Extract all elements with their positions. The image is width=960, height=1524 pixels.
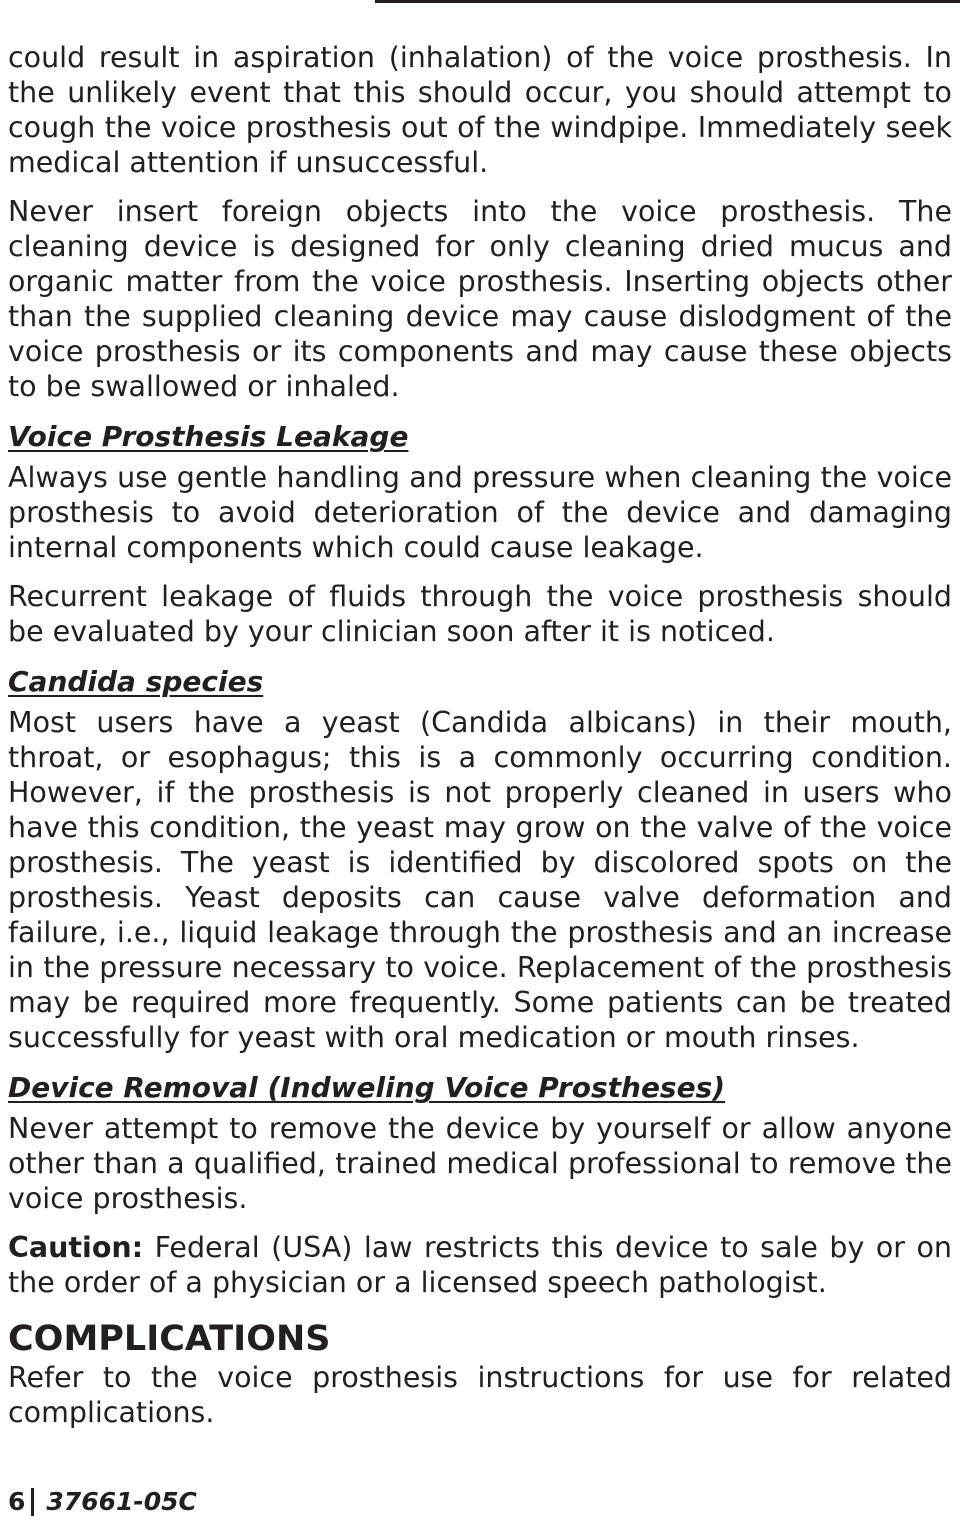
paragraph-complications: Refer to the voice prosthesis instructions for use for related complications. — [8, 1361, 952, 1429]
heading-candida-species: Candida species — [8, 665, 264, 698]
heading-voice-prosthesis-leakage: Voice Prosthesis Leakage — [8, 420, 409, 453]
section-candida — [8, 663, 952, 1055]
section-device-removal — [8, 1069, 952, 1300]
top-rule — [375, 0, 960, 3]
paragraph-leakage-handling: Always use gentle handling and pressure when cleaning the voice prosthesis to avoid deterioration of the device and damaging internal components which could cause leakage. — [8, 461, 952, 564]
caution-label: Caution: — [8, 1231, 144, 1264]
paragraph-leakage-recurrent: Recurrent leakage of fluids through the voice prosthesis should be evaluated by your clinician soon after it is noticed. — [8, 580, 952, 648]
page-number: 6 — [8, 1487, 26, 1516]
paragraph-device-removal: Never attempt to remove the device by yourself or allow anyone other than a qualified, trained medical professional to remove the voice prosthesis. — [8, 1112, 952, 1215]
footer-divider — [31, 1488, 34, 1516]
heading-complications: COMPLICATIONS — [8, 1319, 331, 1359]
paragraph-candida: Most users have a yeast (Candida albicans) in their mouth, throat, or esophagus; this is a commonly occurring condition. However, if the prosthesis is not properly cleaned in users who have this condition, the yeast may grow on the valve of the voice prosthesis. The yeast is identified by discolored spots on the prosthesis. Yeast deposits can cause valve deformation and failure, i.e., liquid leakage through the prosthesis and an increase in the pressure necessary to voice. Replacement of the prosthesis may be required more frequently. Some patients can be treated successfully for yeast with oral medication or mouth rinses. — [8, 706, 952, 1054]
page-content — [8, 40, 952, 1430]
paragraph-caution — [8, 1230, 952, 1300]
section-leakage — [8, 418, 952, 649]
paragraph-foreign-objects: Never insert foreign objects into the voice prosthesis. The cleaning device is designed for only cleaning dried mucus and organic matter from the voice prosthesis. Inserting objects other than the supplied cleaning device may cause dislodgment of the voice prosthesis or its components and may cause these objects to be swallowed or inhaled. — [8, 195, 952, 403]
section-complications — [8, 1318, 952, 1430]
caution-text: Federal (USA) law restricts this device to sale by or on the order of a physician or a licensed speech pathologist. — [8, 1231, 952, 1299]
paragraph-aspiration: could result in aspiration (inhalation) of the voice prosthesis. In the unlikely event that this should occur, you should attempt to cough the voice prosthesis out of the windpipe. Immediately seek medical attention if unsuccessful. — [8, 41, 952, 179]
document-code: 37661-05C — [46, 1487, 197, 1516]
page-footer — [8, 1486, 197, 1518]
heading-device-removal: Device Removal (Indweling Voice Prostheses) — [8, 1071, 726, 1104]
